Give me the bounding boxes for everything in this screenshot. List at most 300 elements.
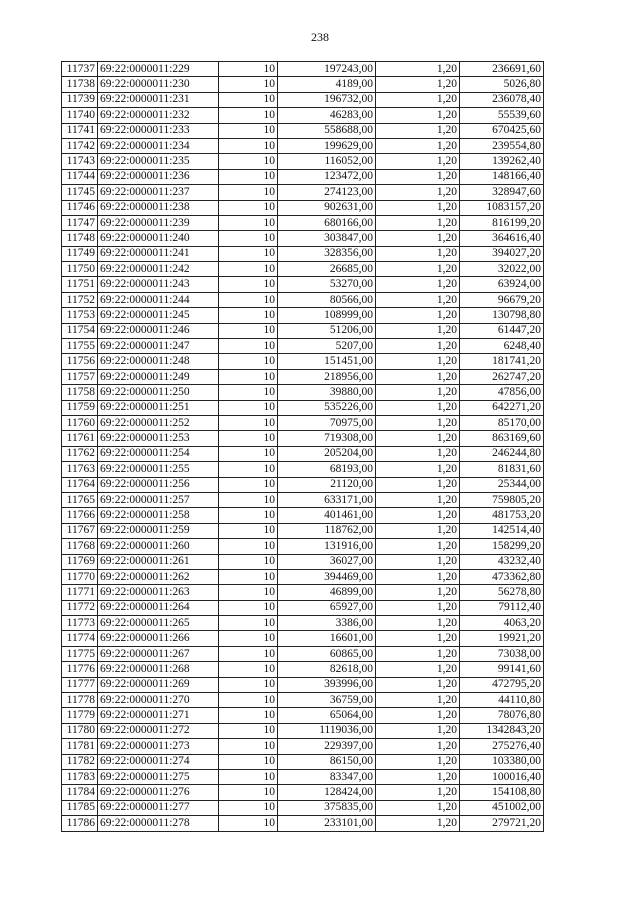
coefficient-cell: 1,20	[376, 769, 460, 784]
rate-cell: 10	[219, 800, 278, 815]
base-value-cell: 303847,00	[278, 231, 376, 246]
coefficient-cell: 1,20	[376, 231, 460, 246]
total-value-cell: 181741,20	[460, 354, 544, 369]
row-number-cell: 11749	[62, 246, 98, 261]
table-row	[62, 754, 544, 769]
coefficient-cell: 1,20	[376, 646, 460, 661]
table-row	[62, 123, 544, 138]
coefficient-cell: 1,20	[376, 431, 460, 446]
cadastral-number-cell: 69:22:0000011:258	[98, 508, 219, 523]
coefficient-cell: 1,20	[376, 108, 460, 123]
rate-cell: 10	[219, 277, 278, 292]
table-row	[62, 185, 544, 200]
cadastral-number-cell: 69:22:0000011:239	[98, 215, 219, 230]
total-value-cell: 47856,00	[460, 385, 544, 400]
total-value-cell: 130798,80	[460, 308, 544, 323]
row-number-cell: 11738	[62, 77, 98, 92]
cadastral-number-cell: 69:22:0000011:238	[98, 200, 219, 215]
row-number-cell: 11770	[62, 569, 98, 584]
cadastral-number-cell: 69:22:0000011:273	[98, 739, 219, 754]
cadastral-number-cell: 69:22:0000011:234	[98, 138, 219, 153]
cadastral-number-cell: 69:22:0000011:231	[98, 92, 219, 107]
cadastral-number-cell: 69:22:0000011:274	[98, 754, 219, 769]
table-row	[62, 169, 544, 184]
cadastral-number-cell: 69:22:0000011:245	[98, 308, 219, 323]
base-value-cell: 3386,00	[278, 616, 376, 631]
coefficient-cell: 1,20	[376, 539, 460, 554]
rate-cell: 10	[219, 354, 278, 369]
cadastral-number-cell: 69:22:0000011:261	[98, 554, 219, 569]
rate-cell: 10	[219, 754, 278, 769]
total-value-cell: 25344,00	[460, 477, 544, 492]
table-row	[62, 108, 544, 123]
cadastral-number-cell: 69:22:0000011:233	[98, 123, 219, 138]
coefficient-cell: 1,20	[376, 323, 460, 338]
rate-cell: 10	[219, 200, 278, 215]
cadastral-number-cell: 69:22:0000011:232	[98, 108, 219, 123]
row-number-cell: 11768	[62, 539, 98, 554]
cadastral-number-cell: 69:22:0000011:260	[98, 539, 219, 554]
rate-cell: 10	[219, 492, 278, 507]
coefficient-cell: 1,20	[376, 677, 460, 692]
coefficient-cell: 1,20	[376, 415, 460, 430]
rate-cell: 10	[219, 523, 278, 538]
base-value-cell: 394469,00	[278, 569, 376, 584]
table-row	[62, 554, 544, 569]
rate-cell: 10	[219, 723, 278, 738]
cadastral-number-cell: 69:22:0000011:262	[98, 569, 219, 584]
rate-cell: 10	[219, 400, 278, 415]
cadastral-number-cell: 69:22:0000011:257	[98, 492, 219, 507]
rate-cell: 10	[219, 631, 278, 646]
total-value-cell: 81831,60	[460, 462, 544, 477]
table-row	[62, 77, 544, 92]
rate-cell: 10	[219, 169, 278, 184]
table-row	[62, 462, 544, 477]
coefficient-cell: 1,20	[376, 185, 460, 200]
row-number-cell: 11771	[62, 585, 98, 600]
base-value-cell: 4189,00	[278, 77, 376, 92]
table-row	[62, 446, 544, 461]
coefficient-cell: 1,20	[376, 477, 460, 492]
rate-cell: 10	[219, 708, 278, 723]
row-number-cell: 11779	[62, 708, 98, 723]
total-value-cell: 44110,80	[460, 693, 544, 708]
table-row	[62, 646, 544, 661]
table-row	[62, 523, 544, 538]
rate-cell: 10	[219, 508, 278, 523]
rate-cell: 10	[219, 369, 278, 384]
row-number-cell: 11769	[62, 554, 98, 569]
coefficient-cell: 1,20	[376, 446, 460, 461]
table-row	[62, 616, 544, 631]
rate-cell: 10	[219, 154, 278, 169]
coefficient-cell: 1,20	[376, 523, 460, 538]
cadastral-number-cell: 69:22:0000011:244	[98, 292, 219, 307]
base-value-cell: 26685,00	[278, 262, 376, 277]
coefficient-cell: 1,20	[376, 138, 460, 153]
row-number-cell: 11756	[62, 354, 98, 369]
cadastral-number-cell: 69:22:0000011:264	[98, 600, 219, 615]
table-row	[62, 277, 544, 292]
coefficient-cell: 1,20	[376, 215, 460, 230]
rate-cell: 10	[219, 415, 278, 430]
rate-cell: 10	[219, 62, 278, 77]
cadastral-number-cell: 69:22:0000011:253	[98, 431, 219, 446]
table-row	[62, 292, 544, 307]
rate-cell: 10	[219, 123, 278, 138]
row-number-cell: 11781	[62, 739, 98, 754]
cadastral-number-cell: 69:22:0000011:276	[98, 785, 219, 800]
base-value-cell: 128424,00	[278, 785, 376, 800]
base-value-cell: 375835,00	[278, 800, 376, 815]
table-row	[62, 693, 544, 708]
base-value-cell: 229397,00	[278, 739, 376, 754]
table-row	[62, 308, 544, 323]
coefficient-cell: 1,20	[376, 354, 460, 369]
coefficient-cell: 1,20	[376, 262, 460, 277]
cadastral-number-cell: 69:22:0000011:229	[98, 62, 219, 77]
cadastral-number-cell: 69:22:0000011:255	[98, 462, 219, 477]
rate-cell: 10	[219, 816, 278, 831]
table-body	[62, 62, 544, 832]
table-row	[62, 539, 544, 554]
row-number-cell: 11783	[62, 769, 98, 784]
row-number-cell: 11751	[62, 277, 98, 292]
rate-cell: 10	[219, 677, 278, 692]
base-value-cell: 197243,00	[278, 62, 376, 77]
rate-cell: 10	[219, 462, 278, 477]
total-value-cell: 56278,80	[460, 585, 544, 600]
table-row	[62, 369, 544, 384]
total-value-cell: 96679,20	[460, 292, 544, 307]
table-row	[62, 508, 544, 523]
cadastral-number-cell: 69:22:0000011:278	[98, 816, 219, 831]
rate-cell: 10	[219, 215, 278, 230]
cadastral-number-cell: 69:22:0000011:237	[98, 185, 219, 200]
rate-cell: 10	[219, 616, 278, 631]
base-value-cell: 51206,00	[278, 323, 376, 338]
rate-cell: 10	[219, 108, 278, 123]
cadastral-number-cell: 69:22:0000011:252	[98, 415, 219, 430]
row-number-cell: 11744	[62, 169, 98, 184]
cadastral-number-cell: 69:22:0000011:249	[98, 369, 219, 384]
rate-cell: 10	[219, 185, 278, 200]
coefficient-cell: 1,20	[376, 200, 460, 215]
row-number-cell: 11775	[62, 646, 98, 661]
table-row	[62, 246, 544, 261]
row-number-cell: 11777	[62, 677, 98, 692]
total-value-cell: 99141,60	[460, 662, 544, 677]
cadastral-number-cell: 69:22:0000011:240	[98, 231, 219, 246]
total-value-cell: 85170,00	[460, 415, 544, 430]
total-value-cell: 139262,40	[460, 154, 544, 169]
rate-cell: 10	[219, 292, 278, 307]
rate-cell: 10	[219, 308, 278, 323]
table-row	[62, 708, 544, 723]
total-value-cell: 19921,20	[460, 631, 544, 646]
base-value-cell: 1119036,00	[278, 723, 376, 738]
base-value-cell: 393996,00	[278, 677, 376, 692]
total-value-cell: 246244,80	[460, 446, 544, 461]
table-row	[62, 585, 544, 600]
total-value-cell: 148166,40	[460, 169, 544, 184]
rate-cell: 10	[219, 569, 278, 584]
base-value-cell: 151451,00	[278, 354, 376, 369]
table-row	[62, 723, 544, 738]
total-value-cell: 158299,20	[460, 539, 544, 554]
cadastral-value-table	[61, 61, 544, 832]
row-number-cell: 11740	[62, 108, 98, 123]
total-value-cell: 816199,20	[460, 215, 544, 230]
coefficient-cell: 1,20	[376, 616, 460, 631]
table-row	[62, 354, 544, 369]
total-value-cell: 43232,40	[460, 554, 544, 569]
coefficient-cell: 1,20	[376, 369, 460, 384]
row-number-cell: 11764	[62, 477, 98, 492]
total-value-cell: 863169,60	[460, 431, 544, 446]
table-row	[62, 231, 544, 246]
total-value-cell: 364616,40	[460, 231, 544, 246]
table-row	[62, 492, 544, 507]
row-number-cell: 11760	[62, 415, 98, 430]
coefficient-cell: 1,20	[376, 800, 460, 815]
cadastral-number-cell: 69:22:0000011:277	[98, 800, 219, 815]
rate-cell: 10	[219, 446, 278, 461]
row-number-cell: 11773	[62, 616, 98, 631]
base-value-cell: 118762,00	[278, 523, 376, 538]
cadastral-number-cell: 69:22:0000011:272	[98, 723, 219, 738]
total-value-cell: 328947,60	[460, 185, 544, 200]
base-value-cell: 86150,00	[278, 754, 376, 769]
coefficient-cell: 1,20	[376, 77, 460, 92]
base-value-cell: 65064,00	[278, 708, 376, 723]
total-value-cell: 6248,40	[460, 339, 544, 354]
base-value-cell: 196732,00	[278, 92, 376, 107]
coefficient-cell: 1,20	[376, 339, 460, 354]
coefficient-cell: 1,20	[376, 554, 460, 569]
coefficient-cell: 1,20	[376, 585, 460, 600]
table-row	[62, 477, 544, 492]
total-value-cell: 100016,40	[460, 769, 544, 784]
base-value-cell: 535226,00	[278, 400, 376, 415]
coefficient-cell: 1,20	[376, 246, 460, 261]
base-value-cell: 401461,00	[278, 508, 376, 523]
coefficient-cell: 1,20	[376, 662, 460, 677]
table-row	[62, 816, 544, 831]
total-value-cell: 473362,80	[460, 569, 544, 584]
row-number-cell: 11758	[62, 385, 98, 400]
cadastral-number-cell: 69:22:0000011:263	[98, 585, 219, 600]
table-row	[62, 415, 544, 430]
cadastral-number-cell: 69:22:0000011:267	[98, 646, 219, 661]
rate-cell: 10	[219, 600, 278, 615]
base-value-cell: 39880,00	[278, 385, 376, 400]
base-value-cell: 70975,00	[278, 415, 376, 430]
row-number-cell: 11763	[62, 462, 98, 477]
coefficient-cell: 1,20	[376, 631, 460, 646]
cadastral-number-cell: 69:22:0000011:248	[98, 354, 219, 369]
row-number-cell: 11774	[62, 631, 98, 646]
row-number-cell: 11759	[62, 400, 98, 415]
cadastral-number-cell: 69:22:0000011:243	[98, 277, 219, 292]
base-value-cell: 558688,00	[278, 123, 376, 138]
coefficient-cell: 1,20	[376, 277, 460, 292]
coefficient-cell: 1,20	[376, 462, 460, 477]
table-row	[62, 677, 544, 692]
total-value-cell: 236078,40	[460, 92, 544, 107]
cadastral-number-cell: 69:22:0000011:265	[98, 616, 219, 631]
cadastral-number-cell: 69:22:0000011:271	[98, 708, 219, 723]
total-value-cell: 451002,00	[460, 800, 544, 815]
base-value-cell: 218956,00	[278, 369, 376, 384]
base-value-cell: 36759,00	[278, 693, 376, 708]
row-number-cell: 11780	[62, 723, 98, 738]
cadastral-number-cell: 69:22:0000011:259	[98, 523, 219, 538]
row-number-cell: 11755	[62, 339, 98, 354]
row-number-cell: 11743	[62, 154, 98, 169]
row-number-cell: 11776	[62, 662, 98, 677]
base-value-cell: 46283,00	[278, 108, 376, 123]
coefficient-cell: 1,20	[376, 292, 460, 307]
row-number-cell: 11737	[62, 62, 98, 77]
coefficient-cell: 1,20	[376, 754, 460, 769]
rate-cell: 10	[219, 262, 278, 277]
table-row	[62, 262, 544, 277]
coefficient-cell: 1,20	[376, 816, 460, 831]
total-value-cell: 154108,80	[460, 785, 544, 800]
table-row	[62, 92, 544, 107]
row-number-cell: 11782	[62, 754, 98, 769]
total-value-cell: 103380,00	[460, 754, 544, 769]
total-value-cell: 279721,20	[460, 816, 544, 831]
total-value-cell: 73038,00	[460, 646, 544, 661]
total-value-cell: 394027,20	[460, 246, 544, 261]
total-value-cell: 32022,00	[460, 262, 544, 277]
total-value-cell: 262747,20	[460, 369, 544, 384]
row-number-cell: 11767	[62, 523, 98, 538]
cadastral-number-cell: 69:22:0000011:247	[98, 339, 219, 354]
base-value-cell: 82618,00	[278, 662, 376, 677]
base-value-cell: 902631,00	[278, 200, 376, 215]
cadastral-number-cell: 69:22:0000011:256	[98, 477, 219, 492]
page-number: 238	[311, 30, 329, 44]
rate-cell: 10	[219, 693, 278, 708]
table-row	[62, 323, 544, 338]
total-value-cell: 275276,40	[460, 739, 544, 754]
base-value-cell: 65927,00	[278, 600, 376, 615]
row-number-cell: 11757	[62, 369, 98, 384]
row-number-cell: 11754	[62, 323, 98, 338]
base-value-cell: 108999,00	[278, 308, 376, 323]
rate-cell: 10	[219, 539, 278, 554]
row-number-cell: 11786	[62, 816, 98, 831]
row-number-cell: 11742	[62, 138, 98, 153]
coefficient-cell: 1,20	[376, 492, 460, 507]
rate-cell: 10	[219, 739, 278, 754]
table-row	[62, 200, 544, 215]
base-value-cell: 680166,00	[278, 215, 376, 230]
cadastral-number-cell: 69:22:0000011:270	[98, 693, 219, 708]
base-value-cell: 16601,00	[278, 631, 376, 646]
row-number-cell: 11746	[62, 200, 98, 215]
coefficient-cell: 1,20	[376, 723, 460, 738]
table-row	[62, 600, 544, 615]
base-value-cell: 123472,00	[278, 169, 376, 184]
table-row	[62, 154, 544, 169]
coefficient-cell: 1,20	[376, 308, 460, 323]
base-value-cell: 36027,00	[278, 554, 376, 569]
table-row	[62, 215, 544, 230]
rate-cell: 10	[219, 92, 278, 107]
total-value-cell: 5026,80	[460, 77, 544, 92]
cadastral-number-cell: 69:22:0000011:236	[98, 169, 219, 184]
row-number-cell: 11761	[62, 431, 98, 446]
coefficient-cell: 1,20	[376, 569, 460, 584]
row-number-cell: 11745	[62, 185, 98, 200]
base-value-cell: 60865,00	[278, 646, 376, 661]
coefficient-cell: 1,20	[376, 739, 460, 754]
total-value-cell: 642271,20	[460, 400, 544, 415]
table-row	[62, 62, 544, 77]
rate-cell: 10	[219, 662, 278, 677]
coefficient-cell: 1,20	[376, 508, 460, 523]
coefficient-cell: 1,20	[376, 785, 460, 800]
total-value-cell: 79112,40	[460, 600, 544, 615]
rate-cell: 10	[219, 385, 278, 400]
row-number-cell: 11772	[62, 600, 98, 615]
base-value-cell: 21120,00	[278, 477, 376, 492]
table-row	[62, 631, 544, 646]
table-row	[62, 431, 544, 446]
row-number-cell: 11739	[62, 92, 98, 107]
total-value-cell: 142514,40	[460, 523, 544, 538]
rate-cell: 10	[219, 77, 278, 92]
total-value-cell: 61447,20	[460, 323, 544, 338]
cadastral-number-cell: 69:22:0000011:269	[98, 677, 219, 692]
table-row	[62, 769, 544, 784]
table-row	[62, 339, 544, 354]
total-value-cell: 759805,20	[460, 492, 544, 507]
total-value-cell: 63924,00	[460, 277, 544, 292]
rate-cell: 10	[219, 769, 278, 784]
base-value-cell: 68193,00	[278, 462, 376, 477]
row-number-cell: 11741	[62, 123, 98, 138]
base-value-cell: 233101,00	[278, 816, 376, 831]
rate-cell: 10	[219, 785, 278, 800]
total-value-cell: 239554,80	[460, 138, 544, 153]
base-value-cell: 116052,00	[278, 154, 376, 169]
total-value-cell: 1342843,20	[460, 723, 544, 738]
rate-cell: 10	[219, 554, 278, 569]
table-row	[62, 385, 544, 400]
total-value-cell: 55539,60	[460, 108, 544, 123]
rate-cell: 10	[219, 646, 278, 661]
row-number-cell: 11748	[62, 231, 98, 246]
total-value-cell: 4063,20	[460, 616, 544, 631]
table-row	[62, 138, 544, 153]
rate-cell: 10	[219, 431, 278, 446]
rate-cell: 10	[219, 231, 278, 246]
coefficient-cell: 1,20	[376, 62, 460, 77]
rate-cell: 10	[219, 323, 278, 338]
rate-cell: 10	[219, 477, 278, 492]
row-number-cell: 11752	[62, 292, 98, 307]
row-number-cell: 11785	[62, 800, 98, 815]
base-value-cell: 274123,00	[278, 185, 376, 200]
total-value-cell: 472795,20	[460, 677, 544, 692]
table-row	[62, 662, 544, 677]
